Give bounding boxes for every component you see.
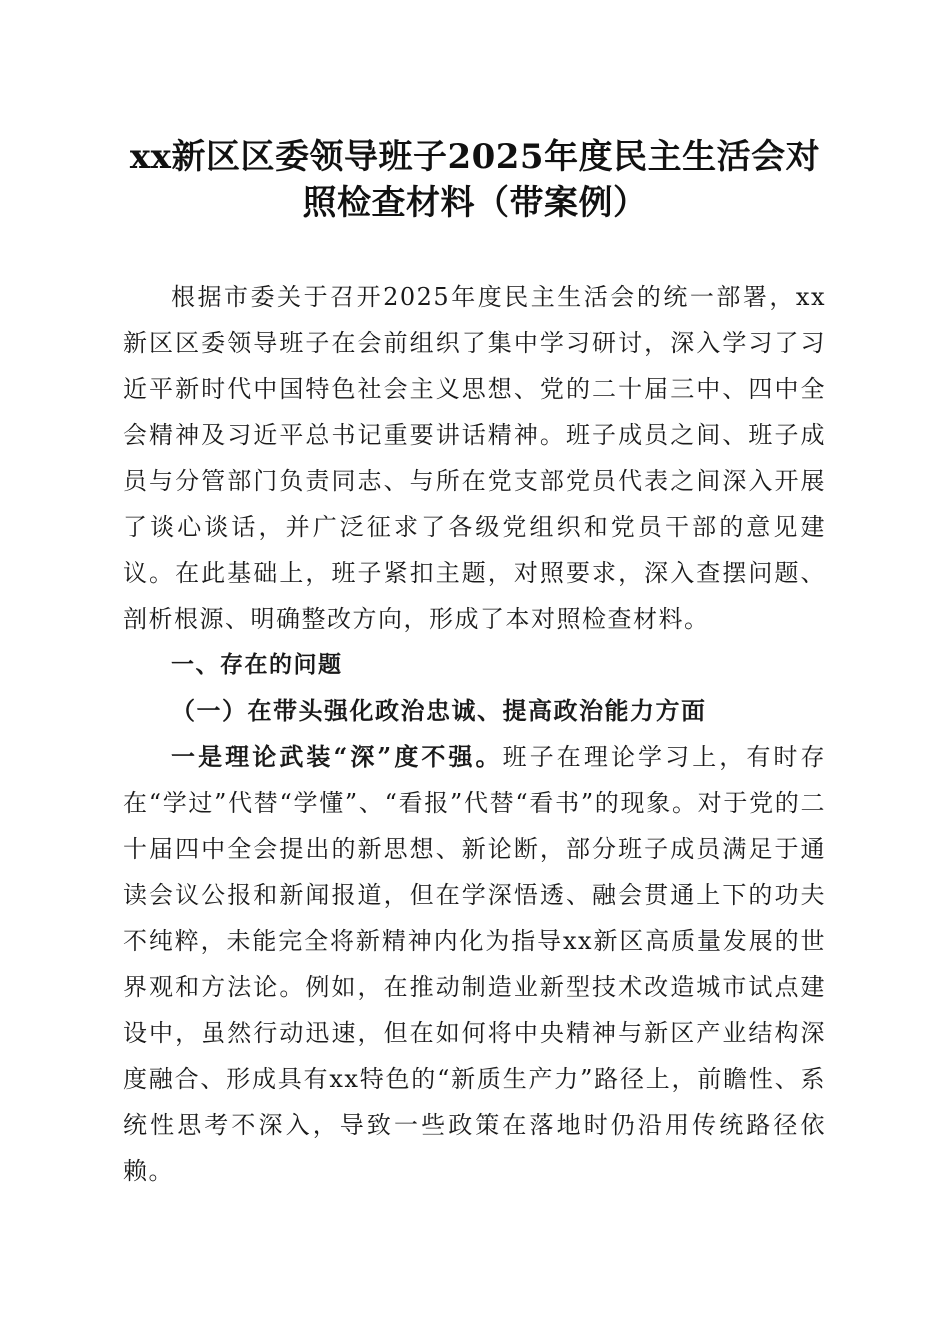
subsection-heading-political-loyalty: （一）在带头强化政治忠诚、提高政治能力方面 — [171, 696, 707, 725]
title-line-1: xx新区区委领导班子2025年度民主生活会对 — [129, 137, 821, 177]
point-body: 班子在理论学习上，有时存在“学过”代替“学懂”、“看报”代替“看书”的现象。对于党的二十届四中全会提出的新思想、新论断，部分班子成员满足于通读会议公报和新闻报道，但在学深悟透、融会贯通上下的功夫不纯粹，未能完全将新精神内化为指导xx新区高质量发展的世界观和方法论。例如，在推动制造业新型技术改造城市试点建设中，虽然行动迅速，但在如何将中央精神与新区产业结构深度融合、形成具有xx特色的“新质生产力”路径上，前瞻性、系统性思考不深入，导致一些政策在落地时仍沿用传统路径依赖。 — [123, 743, 827, 1185]
intro-paragraph: 根据市委关于召开2025年度民主生活会的统一部署，xx新区区委领导班子在会前组织了集中学习研讨，深入学习了习近平新时代中国特色社会主义思想、党的二十届三中、四中全会精神及习近平总书记重要讲话精神。班子成员之间、班子成员与分管部门负责同志、与所在党支部党员代表之间深入开展了谈心谈话，并广泛征求了各级党组织和党员干部的意见建议。在此基础上，班子紧扣主题，对照要求，深入查摆问题、剖析根源、明确整改方向，形成了本对照检查材料。 — [123, 283, 826, 633]
point-lead: 一是理论武装“深”度不强。 — [171, 742, 503, 771]
section-heading-problems: 一、存在的问题 — [171, 652, 343, 678]
title-line-2: 照检查材料（带案例） — [302, 183, 648, 223]
point-paragraph-theory — [123, 734, 826, 1194]
document-body — [123, 274, 826, 1194]
document-title — [100, 134, 850, 226]
